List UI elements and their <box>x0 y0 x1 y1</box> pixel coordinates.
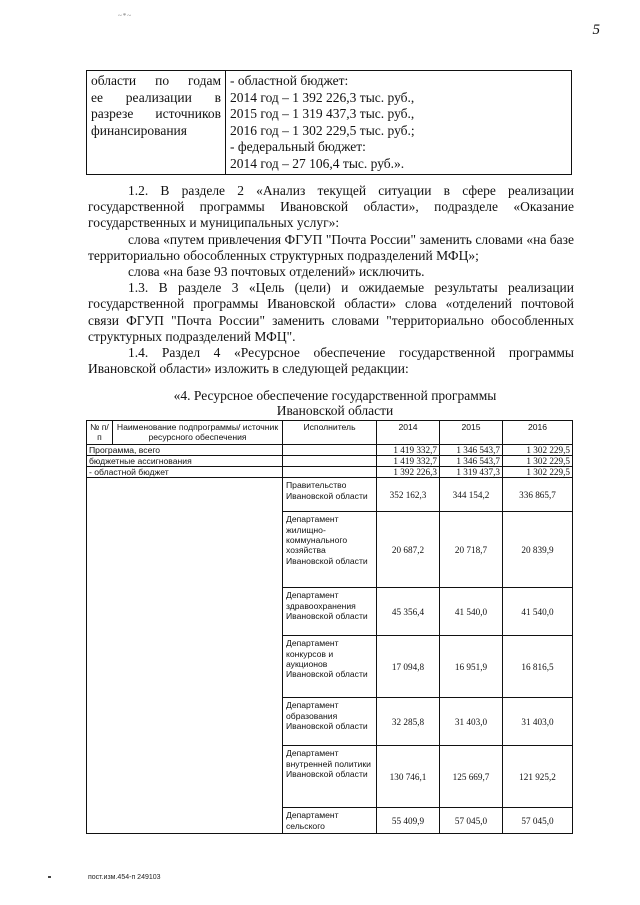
executor-value-2014: 352 162,3 <box>377 478 440 512</box>
section-title-line-1: «4. Ресурсное обеспечение государственной программы <box>173 388 497 403</box>
passport-value-line: - федеральный бюджет: <box>230 139 366 154</box>
passport-value-line: 2014 год – 1 392 226,3 тыс. руб., <box>230 89 415 105</box>
summary-row <box>87 444 573 455</box>
passport-value-line: 2014 год – 27 106,4 тыс. руб.». <box>230 155 405 171</box>
summary-value-2015: 1 346 543,7 <box>440 455 503 466</box>
executor-row <box>87 478 573 512</box>
executor-value-2016: 57 045,0 <box>503 808 573 834</box>
executor-value-2014: 17 094,8 <box>377 636 440 698</box>
passport-value-line: 2015 год – 1 319 437,3 тыс. руб., <box>230 106 415 121</box>
summary-label: бюджетные ассигнования <box>87 455 283 466</box>
margin-mark <box>48 876 51 878</box>
summary-executor-empty <box>283 444 377 455</box>
executor-value-2016: 336 865,7 <box>503 478 573 512</box>
summary-value-2016: 1 302 229,5 <box>503 467 573 478</box>
passport-label-line: разрезе источников <box>91 106 221 121</box>
executor-value-2014: 20 687,2 <box>377 512 440 588</box>
executor-value-2015: 20 718,7 <box>440 512 503 588</box>
section-title <box>170 388 500 418</box>
executor-name: Департамент жилищно-коммунального хозяйства Ивановской области <box>283 512 377 588</box>
summary-value-2015: 1 319 437,3 <box>440 467 503 478</box>
executor-value-2015: 57 045,0 <box>440 808 503 834</box>
paragraph-replace-words: слова «путем привлечения ФГУП "Почта России" заменить словами «на базе территориально обособленных структурных подразделений МФЦ»; <box>88 231 574 263</box>
header-2015: 2015 <box>440 421 503 445</box>
executor-value-2015: 41 540,0 <box>440 588 503 636</box>
paragraph-1-2: 1.2. В разделе 2 «Анализ текущей ситуации в сфере реализации государственной программы Ивановской области», подразделе «Оказание государственных и муниципальных услуг»: <box>88 183 574 231</box>
summary-value-2016: 1 302 229,5 <box>503 444 573 455</box>
executor-value-2016: 41 540,0 <box>503 588 573 636</box>
header-2014: 2014 <box>377 421 440 445</box>
summary-label: Программа, всего <box>87 444 283 455</box>
header-2016: 2016 <box>503 421 573 445</box>
paragraph-1-4: 1.4. Раздел 4 «Ресурсное обеспечение государственной программы Ивановской области» изложить в следующей редакции: <box>88 345 574 377</box>
executor-value-2015: 31 403,0 <box>440 698 503 746</box>
scan-mark: ~*~ <box>118 12 133 20</box>
executor-name: Департамент конкурсов и аукционов Ивановской области <box>283 636 377 698</box>
executor-value-2016: 121 925,2 <box>503 746 573 808</box>
summary-value-2014: 1 419 332,7 <box>377 444 440 455</box>
paragraph-1-3: 1.3. В разделе 3 «Цель (цели) и ожидаемые результаты реализации государственной программы Ивановской области» слова «отделений почтовой связи ФГУП "Почта России" заменить словами "территориально обособленных структурных подразделений МФЦ". <box>88 280 574 344</box>
empty-merged-cell <box>87 478 283 834</box>
passport-value-cell <box>226 71 572 175</box>
header-name: Наименование подпрограммы/ источник ресурсного обеспечения <box>113 421 283 445</box>
passport-label-line: области по годам <box>91 73 221 88</box>
executor-name: Департамент внутренней политики Ивановской области <box>283 746 377 808</box>
passport-label-line: ее реализации в <box>91 89 221 105</box>
resource-table <box>86 420 573 834</box>
passport-label-cell <box>87 71 226 175</box>
executor-value-2014: 130 746,1 <box>377 746 440 808</box>
footer-code: пост.изм.454-п 249103 <box>88 874 161 881</box>
summary-executor-empty <box>283 455 377 466</box>
passport-value-line: 2016 год – 1 302 229,5 тыс. руб.; <box>230 122 415 138</box>
executor-value-2014: 55 409,9 <box>377 808 440 834</box>
summary-row <box>87 455 573 466</box>
executor-name: Департамент образования Ивановской области <box>283 698 377 746</box>
executor-value-2015: 344 154,2 <box>440 478 503 512</box>
executor-value-2016: 31 403,0 <box>503 698 573 746</box>
paragraph-exclude-words: слова «на базе 93 почтовых отделений» исключить. <box>128 264 425 280</box>
passport-table <box>86 70 572 175</box>
header-num: № п/п <box>87 421 113 445</box>
resource-table-header <box>87 421 573 445</box>
executor-name: Департамент здравоохранения Ивановской области <box>283 588 377 636</box>
executor-name: Правительство Ивановской области <box>283 478 377 512</box>
summary-value-2014: 1 419 332,7 <box>377 455 440 466</box>
header-executor: Исполнитель <box>283 421 377 445</box>
page-number: 5 <box>592 22 600 38</box>
passport-value-line: - областной бюджет: <box>230 73 349 88</box>
section-title-line-2: Ивановской области <box>276 403 394 418</box>
summary-value-2016: 1 302 229,5 <box>503 455 573 466</box>
summary-value-2015: 1 346 543,7 <box>440 444 503 455</box>
amendment-text <box>88 183 574 377</box>
executor-value-2014: 45 356,4 <box>377 588 440 636</box>
passport-label-line: финансирования <box>91 122 187 138</box>
executor-name: Департамент сельского <box>283 808 377 834</box>
executor-value-2015: 16 951,9 <box>440 636 503 698</box>
executor-value-2015: 125 669,7 <box>440 746 503 808</box>
executor-value-2016: 20 839,9 <box>503 512 573 588</box>
executor-value-2016: 16 816,5 <box>503 636 573 698</box>
summary-row <box>87 467 573 478</box>
summary-value-2014: 1 392 226,3 <box>377 467 440 478</box>
summary-executor-empty <box>283 467 377 478</box>
summary-label: - областной бюджет <box>87 467 283 478</box>
executor-value-2014: 32 285,8 <box>377 698 440 746</box>
